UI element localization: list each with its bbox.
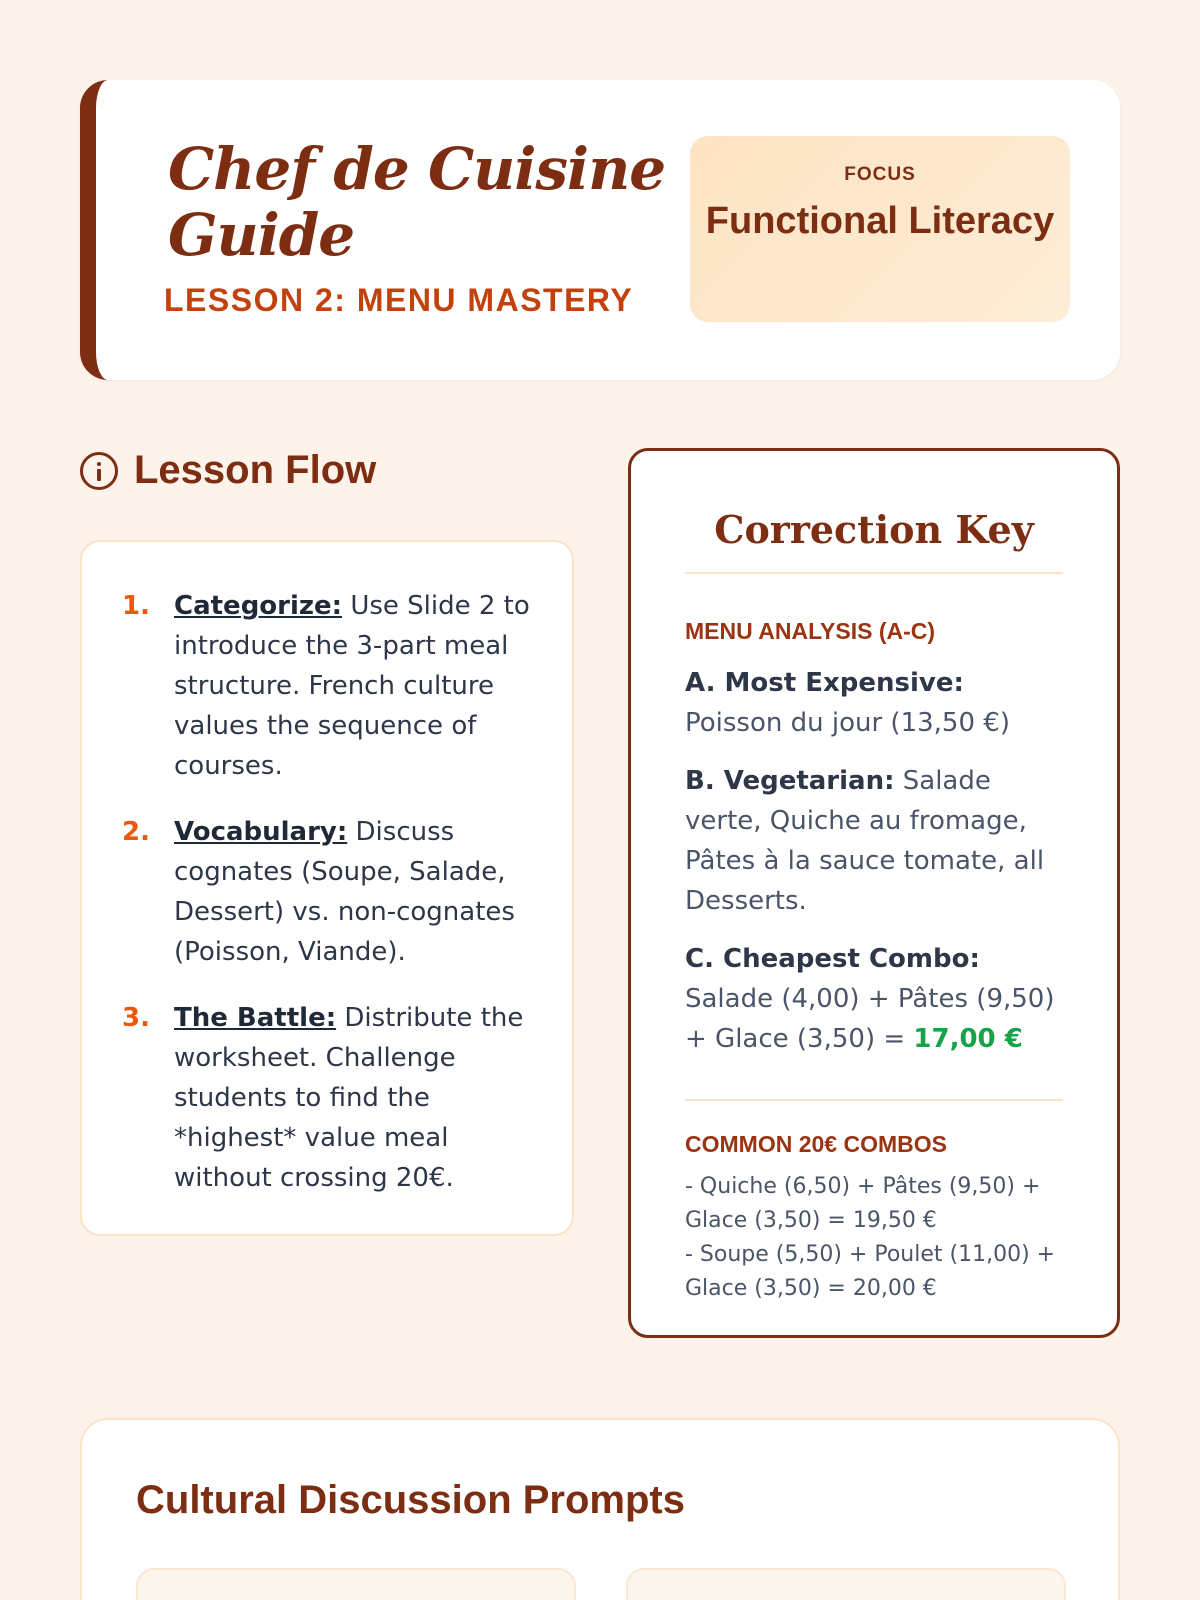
answer-b-term: B. Vegetarian: — [685, 766, 895, 796]
cultural-discussion-card — [80, 1418, 1120, 1600]
answer-c — [685, 939, 1063, 1059]
list-number: 3. — [122, 1003, 150, 1033]
answer-c-text: Salade (4,00) + Pâtes (9,50) + Glace (3,50) = — [685, 984, 1055, 1054]
list-number: 2. — [122, 817, 150, 847]
answer-c-total: 17,00 € — [913, 1024, 1023, 1054]
answer-b-text: Salade verte, Quiche au fromage, Pâtes à la sauce tomate, all Desserts. — [685, 766, 1045, 916]
common-combos-label: COMMON 20€ COMBOS — [685, 1131, 947, 1157]
list-item-body: Discuss cognates (Soupe, Salade, Dessert) vs. non-cognates (Poisson, Viande). — [174, 817, 515, 967]
lesson-subtitle: LESSON 2: MENU MASTERY — [164, 282, 634, 318]
combo-list — [685, 1170, 1063, 1306]
lesson-flow-card — [80, 540, 574, 1236]
divider — [685, 1099, 1063, 1101]
list-item-text — [174, 586, 532, 786]
list-item — [122, 812, 532, 972]
info-icon — [80, 452, 118, 490]
list-item — [122, 586, 532, 786]
combo-line: - Soupe (5,50) + Poulet (11,00) + Glace (3,50) = 20,00 € — [685, 1242, 1056, 1301]
answer-a — [685, 663, 1063, 743]
list-item-body: Distribute the worksheet. Challenge students to find the *highest* value meal without crossing 20€. — [174, 1003, 524, 1193]
answer-a-text: Poisson du jour (13,50 €) — [685, 708, 1010, 738]
answer-c-term: C. Cheapest Combo: — [685, 944, 980, 974]
list-item-term: Categorize: — [174, 591, 343, 621]
list-item-term: The Battle: — [174, 1003, 337, 1033]
combo-line: - Quiche (6,50) + Pâtes (9,50) + Glace (3,50) = 19,50 € — [685, 1174, 1041, 1233]
correction-key-title: Correction Key — [685, 507, 1063, 574]
list-number: 1. — [122, 591, 150, 621]
page-title: Chef de Cuisine Guide — [168, 135, 666, 269]
lesson-flow-title: Lesson Flow — [134, 448, 377, 492]
header-card — [80, 80, 1120, 380]
answer-a-term: A. Most Expensive: — [685, 668, 964, 698]
correction-key-card — [628, 448, 1120, 1338]
cultural-discussion-title: Cultural Discussion Prompts — [136, 1478, 685, 1522]
answer-b — [685, 761, 1063, 921]
focus-value: Functional Literacy — [705, 200, 1055, 242]
focus-label: FOCUS — [844, 164, 916, 185]
list-item-body: Use Slide 2 to introduce the 3-part meal structure. French culture values the sequence of courses. — [174, 591, 530, 781]
list-item-text — [174, 998, 532, 1198]
list-item-text — [174, 812, 532, 972]
list-item — [122, 998, 532, 1198]
prompt-card-left — [136, 1568, 576, 1600]
menu-analysis-label: MENU ANALYSIS (A-C) — [685, 618, 936, 644]
focus-box — [690, 136, 1070, 322]
list-item-term: Vocabulary: — [174, 817, 348, 847]
prompt-card-right — [626, 1568, 1066, 1600]
lesson-flow-heading — [80, 448, 376, 493]
